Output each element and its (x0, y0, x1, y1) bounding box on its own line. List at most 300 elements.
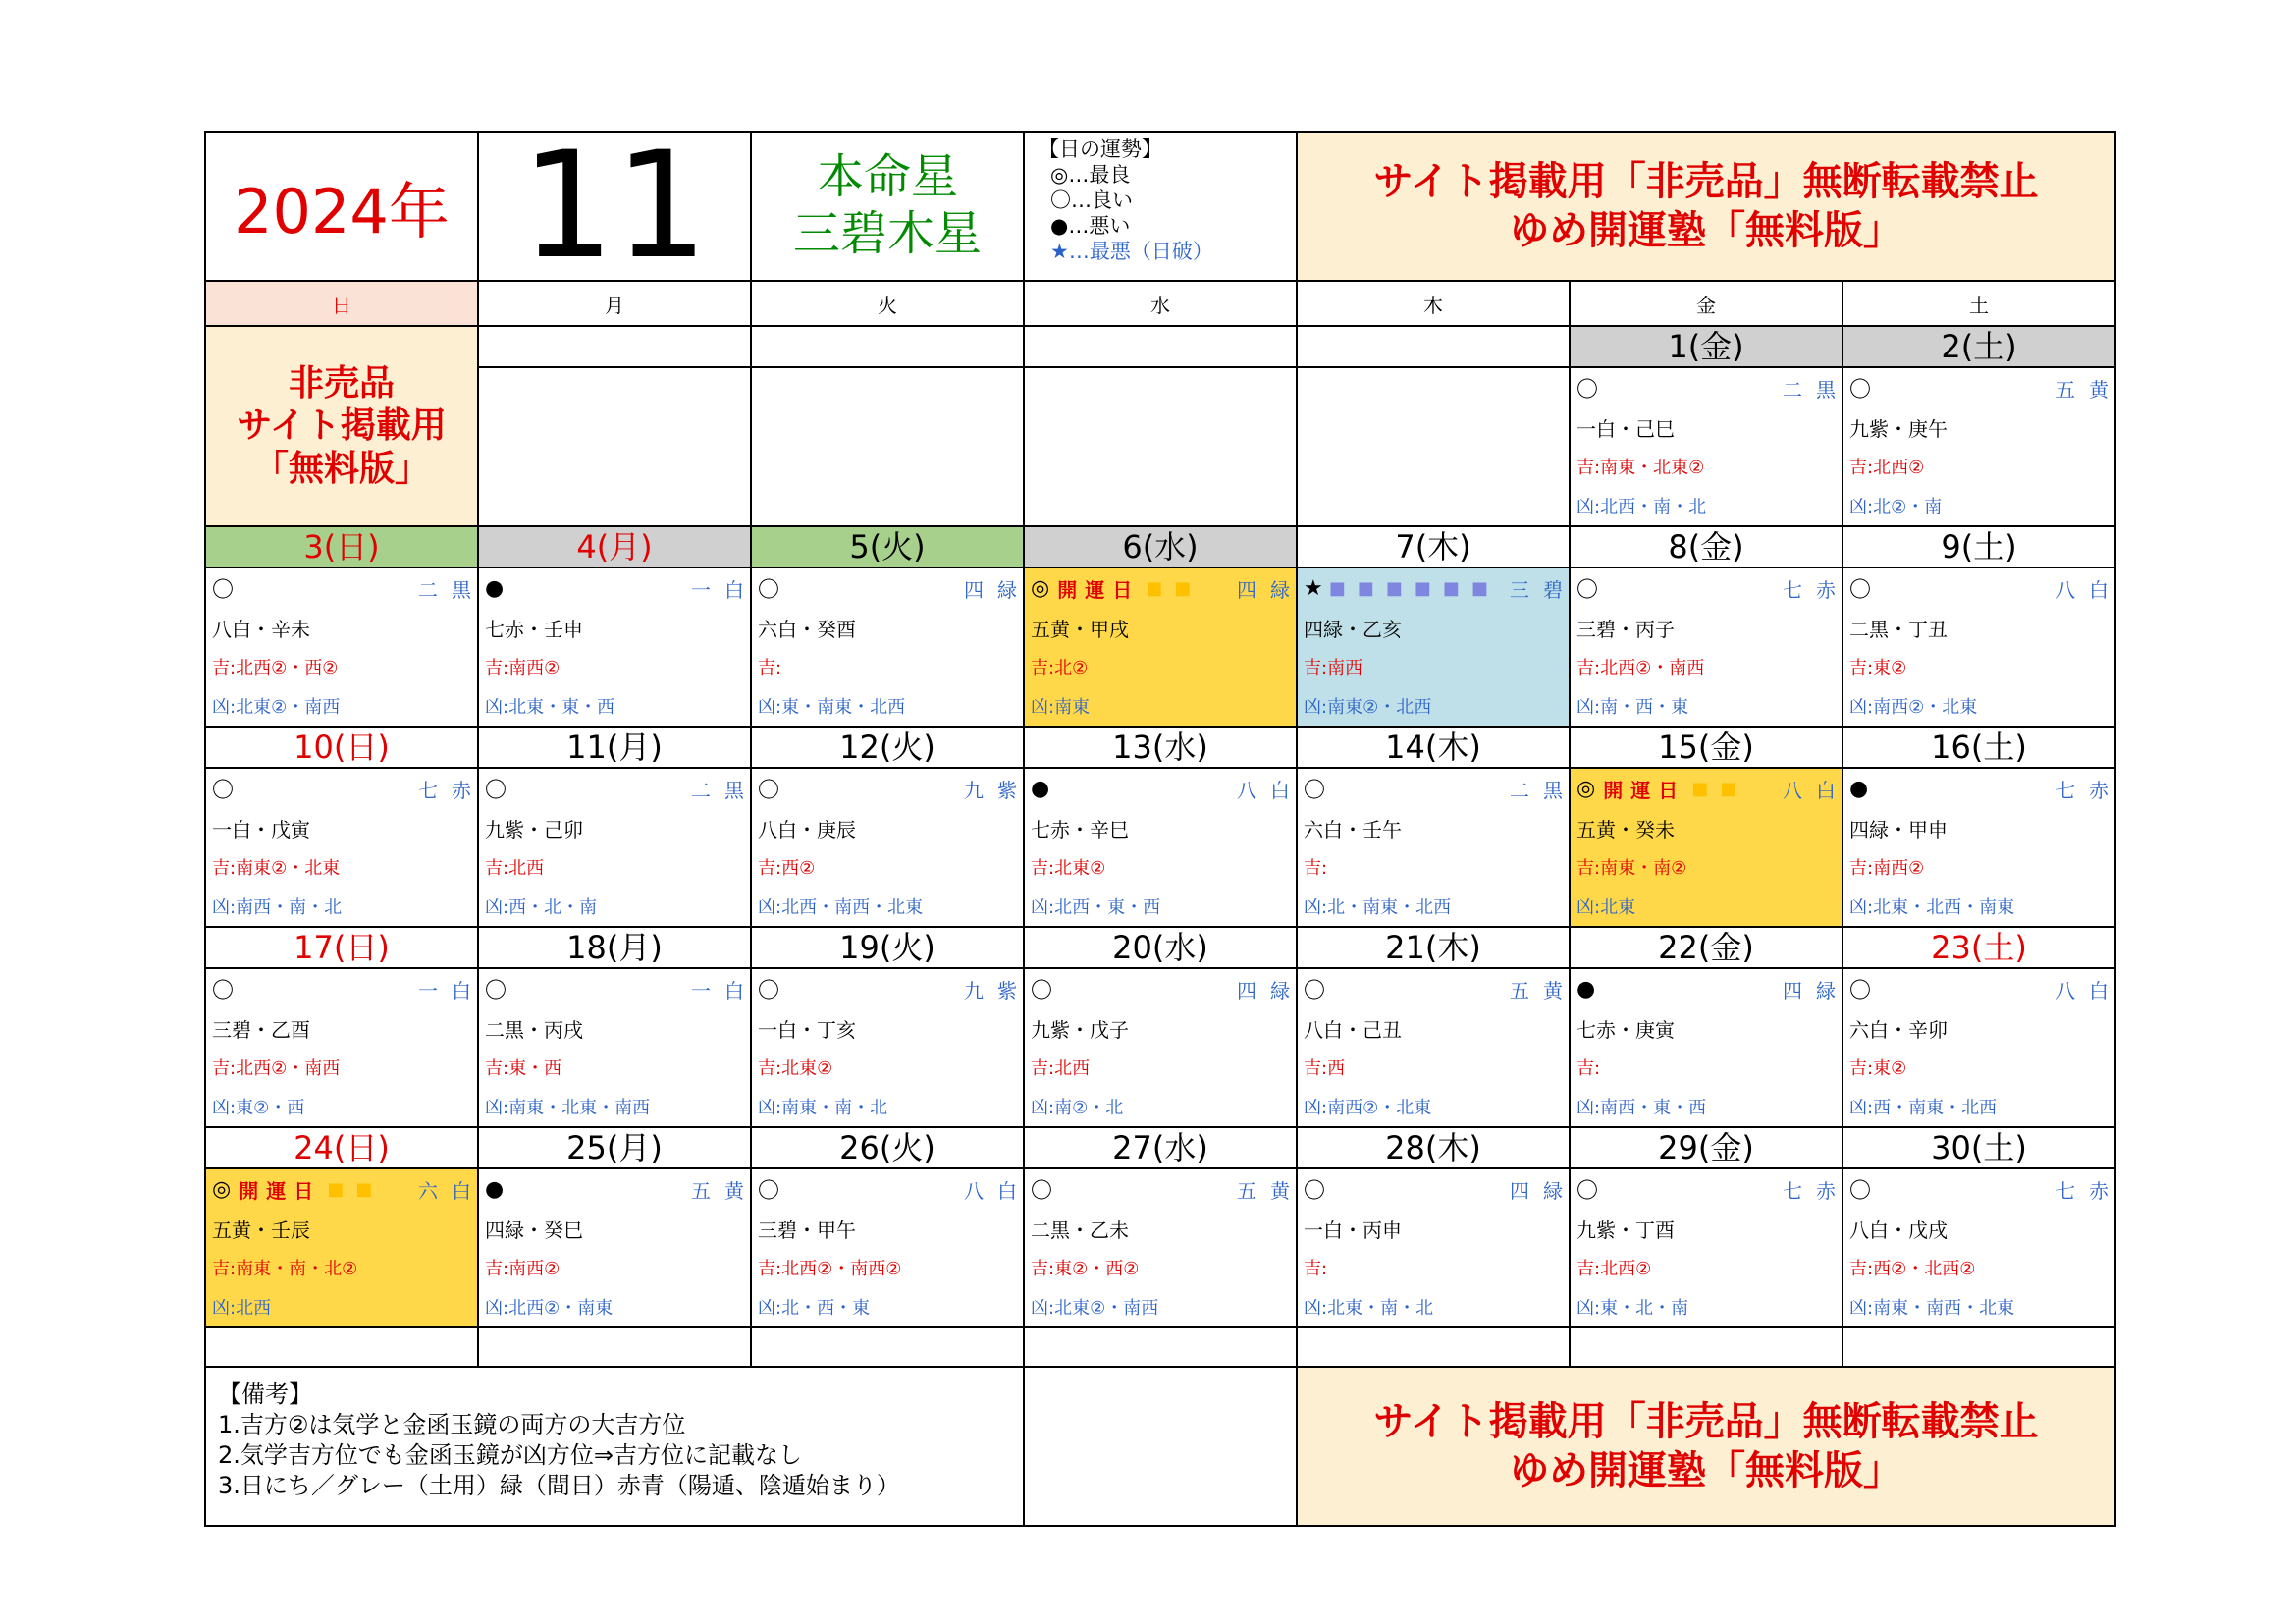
fortune-row (479, 969, 758, 1008)
unlucky-directions: 凶:南西・南・北 (212, 897, 343, 918)
day-nine-star: 二黒 (1783, 377, 1849, 402)
fortune-group (1849, 1174, 1871, 1205)
date-header: 19(火) (751, 927, 1024, 968)
empty-day-cell (1024, 367, 1297, 526)
fortune-mark: 〇 (1304, 1178, 1326, 1204)
day-cells-row (205, 968, 2115, 1127)
fortune-mark: 〇 (758, 778, 780, 803)
banner-line-1: サイト掲載用「非売品」無断転載禁止 (1373, 1399, 2039, 1444)
fortune-group (485, 774, 507, 804)
lucky-directions: 吉:西 (1304, 1058, 1346, 1079)
blank-cell (1570, 1327, 1842, 1367)
fortune-group (1031, 974, 1052, 1004)
fortune-mark: 〇 (758, 1178, 780, 1204)
day-cell[interactable] (478, 1168, 758, 1327)
fortune-group (1304, 576, 1494, 601)
lucky-directions: 吉:東② (1849, 658, 1907, 678)
day-kanshi: 九紫・戊子 (1031, 1017, 1129, 1042)
day-kanshi: 八白・戊戌 (1849, 1218, 1948, 1242)
fortune-group (1849, 573, 1871, 604)
unlucky-directions: 凶:南西②・北東 (1304, 1098, 1432, 1118)
fortune-mark: ● (1031, 776, 1050, 801)
day-kanshi: 三碧・乙酉 (212, 1017, 310, 1042)
banner-line-2: ゆめ開運塾「無料版」 (1510, 208, 1902, 253)
date-header: 24(日) (205, 1127, 478, 1168)
day-cell[interactable] (478, 568, 758, 727)
unlucky-directions: 凶:北・西・東 (758, 1298, 871, 1319)
fortune-group (485, 1177, 504, 1202)
date-header: 4(月) (478, 526, 751, 568)
lucky-directions: 吉:北西②・南西 (212, 1058, 341, 1079)
day-cells-row (205, 768, 2115, 927)
unlucky-directions: 凶:北西②・南東 (485, 1298, 614, 1319)
day-nine-star: 五黄 (691, 1178, 758, 1203)
date-header-row (205, 727, 2115, 768)
day-kanshi: 四緑・乙亥 (1304, 617, 1402, 641)
worst-square-icon: ■ (1470, 577, 1488, 599)
day-nine-star: 二黒 (418, 577, 485, 602)
day-cell[interactable] (1297, 968, 1576, 1127)
lucky-square-icon: ■ (327, 1178, 345, 1200)
day-kanshi: 三碧・丙子 (1576, 617, 1675, 641)
fortune-group (1576, 373, 1598, 404)
unlucky-directions: 凶:北東・北西・南東 (1849, 897, 2015, 918)
weekday-header: 土 (1842, 281, 2115, 326)
year-title: 2024年 (205, 132, 478, 281)
date-header: 22(金) (1570, 927, 1842, 968)
day-cell[interactable] (1570, 568, 1849, 727)
fortune-row (1843, 1169, 2122, 1209)
lucky-directions: 吉: (1304, 1259, 1328, 1279)
day-kanshi: 七赤・庚寅 (1576, 1017, 1675, 1042)
day-nine-star: 五黄 (1510, 978, 1576, 1002)
day-cell[interactable] (1297, 1168, 1576, 1327)
unlucky-directions: 凶:北東・南・北 (1304, 1298, 1434, 1319)
day-nine-star: 一白 (691, 577, 758, 602)
day-cell[interactable] (205, 568, 485, 727)
day-cell[interactable] (751, 768, 1031, 927)
banner-line-1: サイト掲載用「非売品」無断転載禁止 (1373, 159, 2039, 204)
day-kanshi: 八白・己丑 (1304, 1017, 1402, 1042)
empty-date-header (751, 326, 1024, 367)
day-nine-star: 五黄 (2056, 377, 2122, 402)
day-cell[interactable] (1842, 768, 2122, 927)
fortune-group (758, 1174, 779, 1205)
unlucky-directions: 凶:南・西・東 (1576, 697, 1689, 718)
date-header: 13(水) (1024, 727, 1297, 768)
day-cell[interactable] (1024, 568, 1304, 727)
blank-row (205, 1327, 2115, 1367)
fortune-mark: 〇 (1304, 778, 1326, 803)
day-cell[interactable] (1570, 367, 1849, 526)
day-kanshi: 六白・壬午 (1304, 817, 1402, 841)
fortune-row (752, 969, 1031, 1008)
fortune-row (1298, 568, 1576, 608)
lucky-square-icon: ■ (1691, 778, 1709, 799)
fortune-row (1843, 969, 2122, 1008)
fortune-mark: ● (485, 575, 505, 601)
day-kanshi: 七赤・壬申 (485, 617, 583, 641)
fortune-row (1843, 568, 2122, 608)
day-nine-star: 四緑 (1783, 978, 1849, 1002)
fortune-group (758, 974, 779, 1004)
notes-line1: 1.吉方②は気学と金函玉鏡の両方の大吉方位 (218, 1411, 686, 1438)
lucky-directions: 吉: (758, 658, 782, 678)
day-cell[interactable] (751, 568, 1031, 727)
fortune-row (752, 769, 1031, 808)
fortune-mark: 〇 (1849, 577, 1872, 603)
fortune-row (479, 1169, 758, 1209)
weekday-header: 月 (478, 281, 751, 326)
fortune-row (1843, 368, 2122, 407)
fortune-row (206, 769, 485, 808)
day-nine-star: 六白 (418, 1178, 485, 1203)
day-nine-star: 四緑 (1237, 978, 1304, 1002)
date-header: 10(日) (205, 727, 478, 768)
day-nine-star: 八白 (964, 1178, 1031, 1203)
fortune-group (1031, 574, 1197, 603)
fortune-group (212, 573, 234, 604)
day-kanshi: 四緑・癸巳 (485, 1218, 583, 1242)
fortune-mark: 〇 (758, 577, 780, 603)
day-cell[interactable] (1842, 367, 2122, 526)
fortune-group (1031, 1174, 1052, 1205)
date-header: 28(木) (1297, 1127, 1570, 1168)
day-cell[interactable] (1842, 1168, 2122, 1327)
worst-square-icon: ■ (1442, 577, 1460, 599)
day-kanshi: 九紫・己卯 (485, 817, 583, 841)
fortune-row (1571, 568, 1849, 608)
date-header-row (205, 326, 2115, 367)
footer-row (205, 1367, 2115, 1526)
day-cell[interactable] (1024, 968, 1304, 1127)
day-nine-star: 四緑 (1510, 1178, 1576, 1203)
day-nine-star: 七赤 (418, 778, 485, 802)
date-header: 25(月) (478, 1127, 751, 1168)
fortune-row (206, 1169, 485, 1209)
day-nine-star: 七赤 (2056, 778, 2122, 802)
fortune-legend (1024, 132, 1297, 281)
fortune-row (1571, 1169, 1849, 1209)
honmei-star-name: 三碧木星 (792, 206, 982, 261)
lucky-directions: 吉:南西 (1304, 658, 1363, 678)
unlucky-directions: 凶:北東②・南西 (1031, 1298, 1159, 1319)
fortune-row (1025, 1169, 1304, 1209)
day-cell[interactable] (1297, 568, 1576, 727)
lucky-directions: 吉:北東② (1031, 858, 1106, 879)
day-cell[interactable] (1570, 768, 1849, 927)
day-cell[interactable] (1570, 968, 1849, 1127)
day-nine-star: 八白 (2056, 577, 2122, 602)
date-header: 2(土) (1842, 326, 2115, 367)
day-nine-star: 一白 (691, 978, 758, 1002)
top-banner (1297, 132, 2115, 281)
fortune-mark: 〇 (212, 778, 235, 803)
lucky-directions: 吉:南東②・北東 (212, 858, 341, 879)
weekday-header: 木 (1297, 281, 1570, 326)
fortune-row (1298, 1169, 1576, 1209)
worst-square-icon: ■ (1328, 577, 1346, 599)
side-banner-line3: 「無料版」 (252, 448, 430, 489)
unlucky-directions: 凶:南東・南・北 (758, 1098, 888, 1118)
unlucky-directions: 凶:南東②・北西 (1304, 697, 1432, 718)
notes (205, 1367, 1024, 1526)
fortune-row (752, 568, 1031, 608)
date-header: 11(月) (478, 727, 751, 768)
fortune-group (1849, 373, 1871, 404)
day-nine-star: 三碧 (1510, 577, 1576, 602)
empty-day-cell (1297, 367, 1570, 526)
unlucky-directions: 凶:北西・南・北 (1576, 497, 1707, 517)
empty-day-cell (478, 367, 751, 526)
day-kanshi: 二黒・丙戌 (485, 1017, 583, 1042)
fortune-row (1571, 368, 1849, 407)
lucky-directions: 吉:北西②・西② (212, 658, 339, 678)
legend-good: 〇…良い (1050, 189, 1133, 212)
lucky-directions: 吉:東② (1849, 1058, 1907, 1079)
unlucky-directions: 凶:南②・北 (1031, 1098, 1124, 1118)
fortune-row (1298, 969, 1576, 1008)
unlucky-directions: 凶:北東 (1576, 897, 1636, 918)
fortune-mark: ● (1849, 776, 1869, 801)
fortune-mark: 〇 (1576, 577, 1599, 603)
fortune-mark: ★ (1304, 575, 1323, 601)
fortune-mark: 〇 (485, 978, 507, 1003)
day-kanshi: 一白・己巳 (1576, 416, 1675, 441)
date-header: 18(月) (478, 927, 751, 968)
date-header: 5(火) (751, 526, 1024, 568)
legend-worst: ★…最悪（日破） (1050, 240, 1213, 263)
day-kanshi: 三碧・甲午 (758, 1218, 856, 1242)
date-header: 20(水) (1024, 927, 1297, 968)
fortune-group (1576, 977, 1595, 1001)
fortune-group (758, 774, 779, 804)
date-header: 9(土) (1842, 526, 2115, 568)
date-header: 8(金) (1570, 526, 1842, 568)
unlucky-directions: 凶:北②・南 (1849, 497, 1943, 517)
day-kanshi: 六白・辛卯 (1849, 1017, 1948, 1042)
day-cell[interactable] (1024, 768, 1304, 927)
blank-cell (1842, 1327, 2115, 1367)
weekday-header: 日 (205, 281, 478, 326)
date-header: 1(金) (1570, 326, 1842, 367)
day-cells-row (205, 367, 2115, 526)
blank-cell (1024, 1327, 1297, 1367)
lucky-directions: 吉:北西②・南西② (758, 1259, 902, 1279)
day-nine-star: 八白 (1237, 778, 1304, 802)
date-header: 17(日) (205, 927, 478, 968)
fortune-group (1304, 1174, 1325, 1205)
notes-title: 【備考】 (218, 1380, 312, 1408)
legend-best: ◎…最良 (1050, 163, 1131, 187)
blank-cell (1297, 1327, 1570, 1367)
fortune-row (206, 969, 485, 1008)
day-nine-star: 四緑 (964, 577, 1031, 602)
date-header: 23(土) (1842, 927, 2115, 968)
fortune-group (1576, 1174, 1598, 1205)
empty-date-header (478, 326, 751, 367)
notes-line2: 2.気学吉方位でも金函玉鏡が凶方位⇒吉方位に記載なし (218, 1441, 803, 1469)
day-nine-star: 二黒 (691, 778, 758, 802)
day-cell[interactable] (205, 1168, 485, 1327)
unlucky-directions: 凶:北西・南西・北東 (758, 897, 924, 918)
unlucky-directions: 凶:東・南東・北西 (758, 697, 906, 718)
day-kanshi: 九紫・丁酉 (1576, 1218, 1675, 1242)
fortune-row (1025, 568, 1304, 608)
lucky-directions: 吉:東・西 (485, 1058, 562, 1079)
blank-cell (478, 1327, 751, 1367)
day-kanshi: 一白・戊寅 (212, 817, 310, 841)
date-header-row (205, 526, 2115, 568)
day-nine-star: 一白 (418, 978, 485, 1002)
fortune-row (1025, 769, 1304, 808)
fortune-mark: 〇 (758, 978, 780, 1003)
day-cell[interactable] (751, 968, 1031, 1127)
fortune-mark: 〇 (1849, 377, 1872, 403)
fortune-mark: 〇 (1849, 1178, 1872, 1204)
day-cell[interactable] (1842, 968, 2122, 1127)
day-cell[interactable] (1024, 1168, 1304, 1327)
lucky-square-icon: ■ (1720, 778, 1737, 799)
date-header: 6(水) (1024, 526, 1297, 568)
unlucky-directions: 凶:北西 (212, 1298, 272, 1319)
fortune-group (1849, 974, 1871, 1004)
footer-empty-cell (1024, 1367, 1297, 1526)
date-header: 12(火) (751, 727, 1024, 768)
unlucky-directions: 凶:西・北・南 (485, 897, 598, 918)
day-cells-row (205, 1168, 2115, 1327)
fortune-mark: 〇 (212, 978, 235, 1003)
side-banner-line1: 非売品 (288, 363, 395, 405)
fortune-mark: 〇 (1849, 978, 1872, 1003)
day-nine-star: 四緑 (1237, 577, 1304, 602)
honmei-star (751, 132, 1024, 281)
unlucky-directions: 凶:東②・西 (212, 1098, 305, 1118)
fortune-row (1571, 769, 1849, 808)
fortune-group (1576, 573, 1598, 604)
fortune-mark: 〇 (1304, 978, 1326, 1003)
day-kanshi: 二黒・丁丑 (1849, 617, 1948, 641)
date-header: 21(木) (1297, 927, 1570, 968)
day-cell[interactable] (478, 768, 758, 927)
fortune-group (1304, 974, 1325, 1004)
date-header: 30(土) (1842, 1127, 2115, 1168)
date-header: 7(木) (1297, 526, 1570, 568)
unlucky-directions: 凶:西・南東・北西 (1849, 1098, 1998, 1118)
unlucky-directions: 凶:南西・東・西 (1576, 1098, 1707, 1118)
day-cell[interactable] (1297, 768, 1576, 927)
day-kanshi: 八白・辛未 (212, 617, 310, 641)
day-kanshi: 四緑・甲申 (1849, 817, 1948, 841)
month-title: 11 (478, 132, 751, 281)
lucky-square-icon: ■ (1174, 577, 1192, 599)
date-header-row (205, 927, 2115, 968)
day-kanshi: 五黄・甲戌 (1031, 617, 1129, 641)
day-kanshi: 七赤・辛巳 (1031, 817, 1129, 841)
lucky-directions: 吉:南西② (485, 658, 561, 678)
calendar-table (204, 121, 2122, 1527)
fortune-group (212, 1175, 378, 1204)
blank-cell (751, 1327, 1024, 1367)
fortune-row (1571, 969, 1849, 1008)
day-cell[interactable] (205, 968, 485, 1127)
unlucky-directions: 凶:東・北・南 (1576, 1298, 1689, 1319)
fortune-row (1298, 769, 1576, 808)
lucky-directions: 吉:南西② (1849, 858, 1925, 879)
day-nine-star: 五黄 (1237, 1178, 1304, 1203)
lucky-directions: 吉:南西② (485, 1259, 561, 1279)
lucky-directions: 吉:北西 (1031, 1058, 1091, 1079)
worst-square-icon: ■ (1414, 577, 1431, 599)
empty-date-header (1297, 326, 1570, 367)
lucky-directions: 吉:東②・西② (1031, 1259, 1140, 1279)
worst-square-icon: ■ (1385, 577, 1403, 599)
lucky-directions: 吉:南東・南② (1576, 858, 1687, 879)
fortune-group (758, 573, 779, 604)
side-banner (205, 326, 478, 526)
fortune-group (1031, 777, 1049, 801)
day-kanshi: 一白・丙申 (1304, 1218, 1402, 1242)
fortune-group (485, 576, 504, 601)
fortune-row (1025, 969, 1304, 1008)
day-cell[interactable] (1842, 568, 2122, 727)
notes-line3: 3.日にち／グレー（土用）緑（間日）赤青（陽遁、陰遁始まり） (218, 1472, 900, 1499)
day-nine-star: 八白 (2056, 978, 2122, 1002)
unlucky-directions: 凶:南東 (1031, 697, 1091, 718)
day-cell[interactable] (1570, 1168, 1849, 1327)
legend-bad: ●…悪い (1050, 214, 1131, 238)
unlucky-directions: 凶:北・南東・北西 (1304, 897, 1452, 918)
fortune-mark: 〇 (1576, 1178, 1599, 1204)
day-nine-star: 二黒 (1510, 778, 1576, 802)
lucky-directions: 吉:北西② (1576, 1259, 1652, 1279)
lucky-directions: 吉:西② (758, 858, 816, 879)
day-nine-star: 九紫 (964, 978, 1031, 1002)
fortune-mark: ◎ (1031, 575, 1050, 601)
day-cells-row (205, 568, 2115, 727)
fortune-group (1849, 777, 1868, 801)
weekday-header: 水 (1024, 281, 1297, 326)
fortune-row (1843, 769, 2122, 808)
day-nine-star: 九紫 (964, 778, 1031, 802)
fortune-mark: ● (485, 1176, 505, 1202)
lucky-directions: 吉: (1304, 858, 1328, 879)
fortune-row (206, 568, 485, 608)
lucky-directions: 吉:北② (1031, 658, 1089, 678)
lucky-directions: 吉:南東・北東② (1576, 458, 1705, 478)
fortune-group (1576, 775, 1742, 803)
lucky-directions: 吉:北東② (758, 1058, 833, 1079)
lucky-directions: 吉:西②・北西② (1849, 1259, 1976, 1279)
fortune-row (752, 1169, 1031, 1209)
fortune-mark: 〇 (1031, 978, 1053, 1003)
day-kanshi: 六白・癸酉 (758, 617, 856, 641)
day-cell[interactable] (205, 768, 485, 927)
bottom-banner (1297, 1367, 2115, 1526)
date-header: 16(土) (1842, 727, 2115, 768)
date-header: 27(水) (1024, 1127, 1297, 1168)
date-header: 26(火) (751, 1127, 1024, 1168)
unlucky-directions: 凶:南西②・北東 (1849, 697, 1978, 718)
day-cell[interactable] (751, 1168, 1031, 1327)
fortune-mark: 〇 (1576, 377, 1599, 403)
side-banner-line2: サイト掲載用 (237, 406, 447, 447)
weekday-row (205, 281, 2115, 326)
day-kanshi: 二黒・乙未 (1031, 1218, 1129, 1242)
day-cell[interactable] (478, 968, 758, 1127)
date-header: 29(金) (1570, 1127, 1842, 1168)
lucky-day-tag: 開運日 (239, 1178, 322, 1203)
